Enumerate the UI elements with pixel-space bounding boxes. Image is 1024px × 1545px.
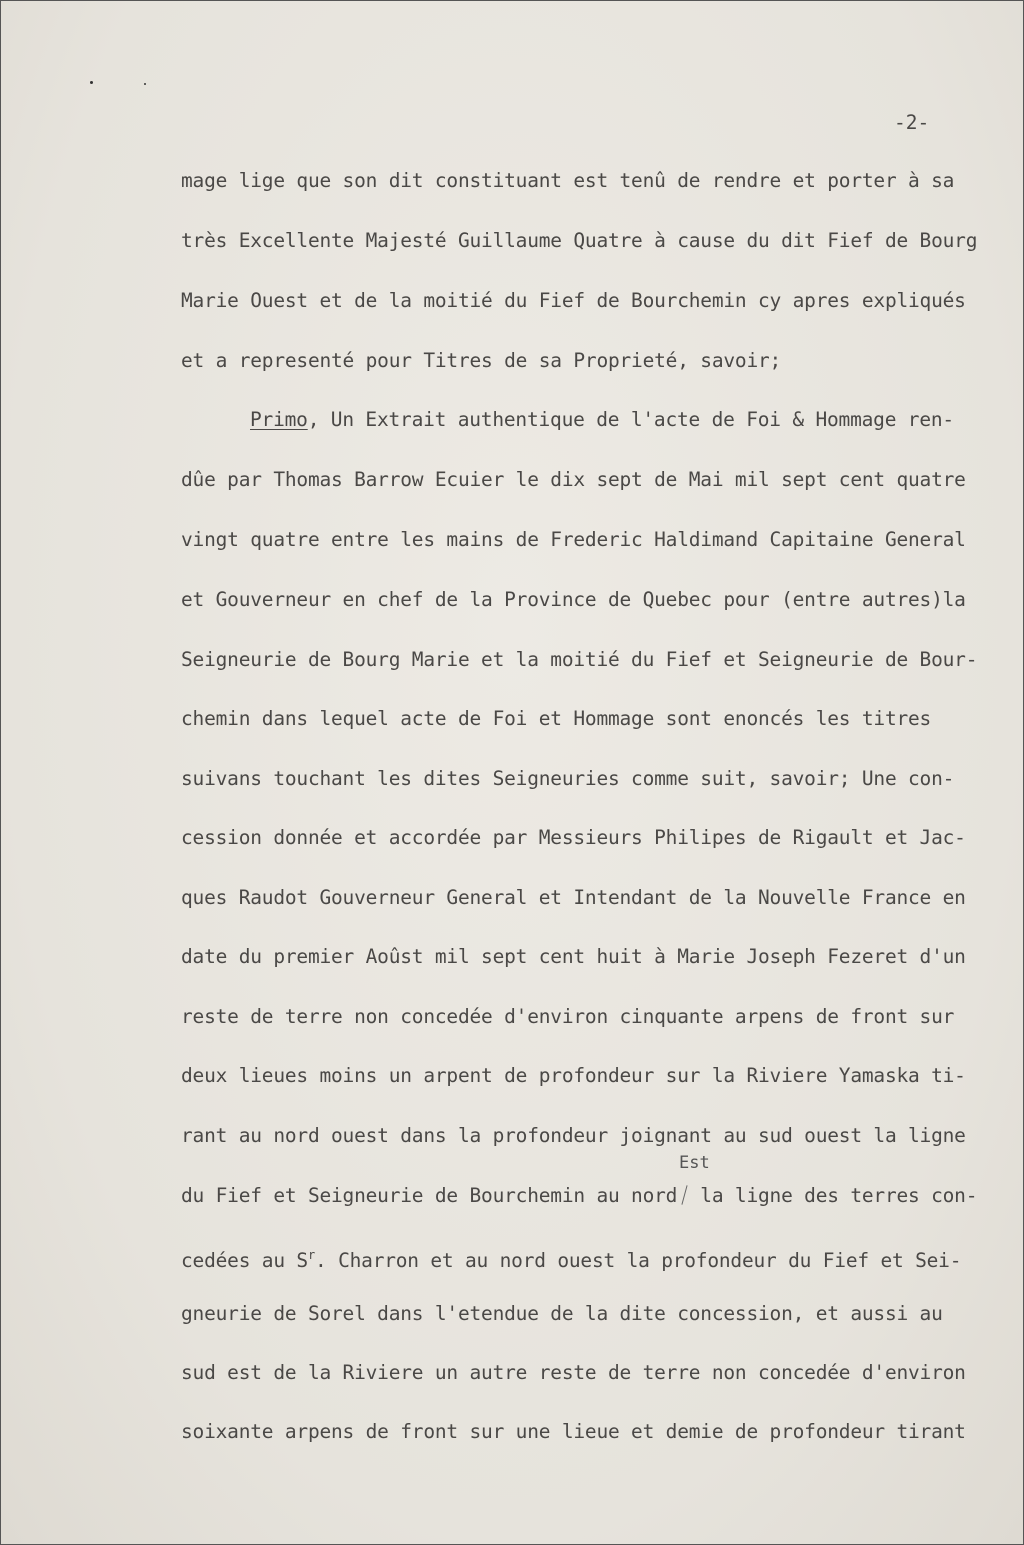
text-line: suivans touchant les dites Seigneuries comme suit, savoir; Une con- xyxy=(181,767,955,790)
text-line: soixante arpens de front sur une lieue et demie de profondeur tirant xyxy=(181,1420,966,1443)
text-line: Seigneurie de Bourg Marie et la moitié du Fief et Seigneurie de Bour- xyxy=(181,648,978,671)
superscript-r: r xyxy=(307,1248,315,1262)
page-number: -2- xyxy=(894,111,930,134)
text-line: rant au nord ouest dans la profondeur joignant au sud ouest la ligne xyxy=(181,1124,966,1147)
text-line: dûe par Thomas Barrow Ecuier le dix sept de Mai mil sept cent quatre xyxy=(181,468,966,491)
primo-label: Primo xyxy=(250,408,308,431)
line-rest: Charron et au nord ouest la profondeur du Fief et Sei- xyxy=(326,1249,962,1272)
text-line: Marie Ouest et de la moitié du Fief de Bourchemin cy apres expliqués xyxy=(181,289,966,312)
text-line: deux lieues moins un arpent de profondeur sur la Riviere Yamaska ti- xyxy=(181,1064,966,1087)
text-line xyxy=(181,1243,962,1272)
text-line: date du premier Aoûst mil sept cent huit à Marie Joseph Fezeret d'un xyxy=(181,945,966,968)
interlinear-insertion: Est xyxy=(679,1153,710,1173)
text-line: mage lige que son dit constituant est tenû de rendre et porter à sa xyxy=(181,169,955,192)
text-line: reste de terre non concedée d'environ cinquante arpens de front sur xyxy=(181,1005,955,1028)
text-line-primo xyxy=(250,408,954,432)
primo-line-text: , Un Extrait authentique de l'acte de Foi & Hommage ren- xyxy=(307,408,954,431)
text-line: chemin dans lequel acte de Foi et Hommage sont enoncés les titres xyxy=(181,707,932,730)
text-line: très Excellente Majesté Guillaume Quatre à cause du dit Fief de Bourg xyxy=(181,229,978,252)
text-line: gneurie de Sorel dans l'etendue de la dite concession, et aussi au xyxy=(181,1302,943,1325)
margin-speck xyxy=(90,81,93,84)
text-line: et Gouverneur en chef de la Province de Quebec pour (entre autres)la xyxy=(181,588,966,611)
text-line: vingt quatre entre les mains de Frederic Haldimand Capitaine General xyxy=(181,528,966,551)
text-line: cession donnée et accordée par Messieurs Philipes de Rigault et Jac- xyxy=(181,826,966,849)
margin-speck xyxy=(144,83,146,85)
text-line: ques Raudot Gouverneur General et Intendant de la Nouvelle France en xyxy=(181,886,966,909)
line-prefix: cedées au S xyxy=(181,1249,308,1272)
text-line: sud est de la Riviere un autre reste de terre non concedée d'environ xyxy=(181,1361,966,1384)
text-line: du Fief et Seigneurie de Bourchemin au nord la ligne des terres con- xyxy=(181,1184,978,1207)
abbrev-dot: . xyxy=(314,1249,327,1272)
text-line: et a representé pour Titres de sa Proprieté, savoir; xyxy=(181,349,782,372)
